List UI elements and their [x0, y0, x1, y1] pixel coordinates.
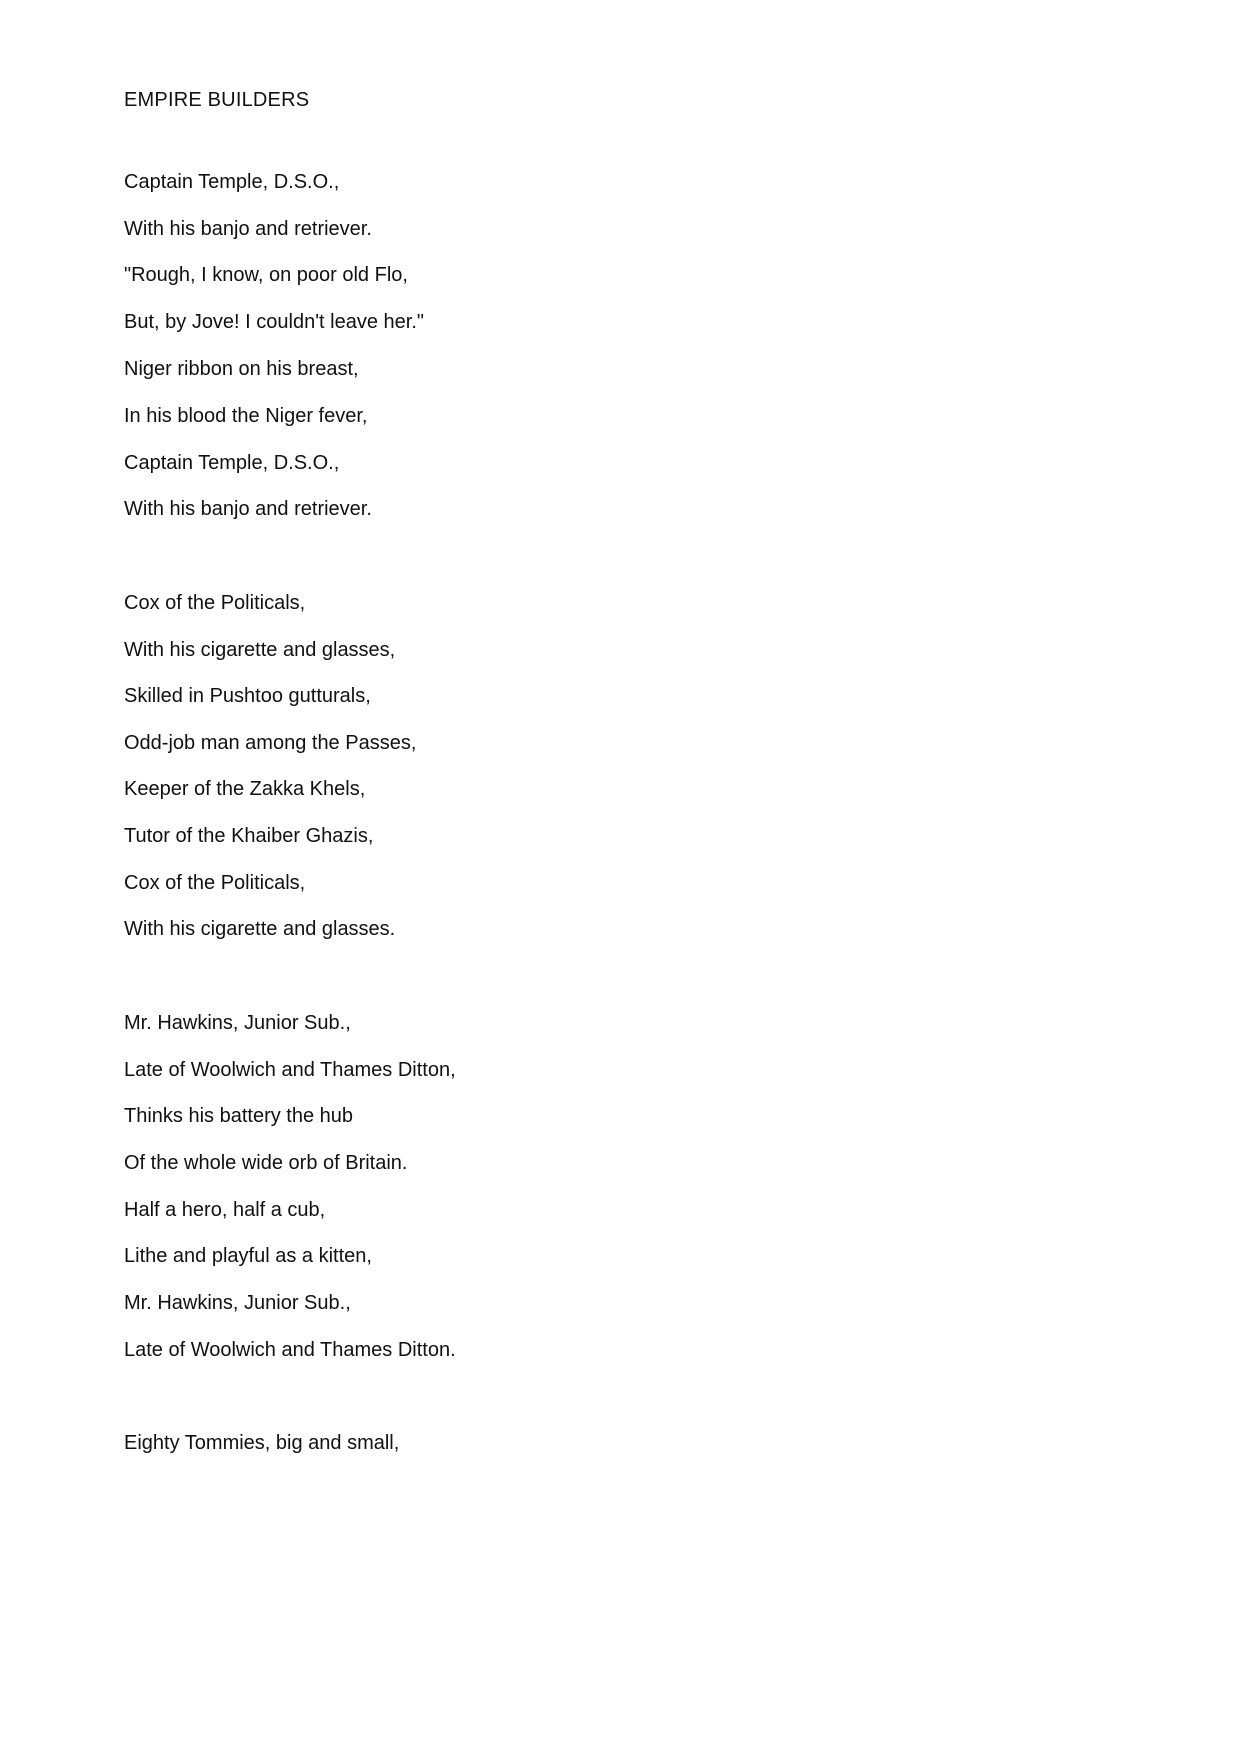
poem-line: Skilled in Pushtoo gutturals,: [124, 685, 371, 707]
poem-line: Eighty Tommies, big and small,: [124, 1432, 400, 1454]
poem-line: Niger ribbon on his breast,: [124, 358, 359, 380]
poem-line: But, by Jove! I couldn't leave her.": [124, 311, 424, 333]
poem-line: With his banjo and retriever.: [124, 498, 372, 520]
poem-line: With his cigarette and glasses,: [124, 639, 396, 661]
poem-line: Of the whole wide orb of Britain.: [124, 1152, 408, 1174]
poem-line: "Rough, I know, on poor old Flo,: [124, 264, 408, 286]
poem-line: Late of Woolwich and Thames Ditton,: [124, 1059, 456, 1081]
poem-line: With his cigarette and glasses.: [124, 918, 396, 940]
poem-title: EMPIRE BUILDERS: [124, 89, 310, 111]
poem-line: Keeper of the Zakka Khels,: [124, 778, 366, 800]
poem-line: Captain Temple, D.S.O.,: [124, 171, 340, 193]
poem-line: Captain Temple, D.S.O.,: [124, 452, 340, 474]
poem-line: Mr. Hawkins, Junior Sub.,: [124, 1012, 351, 1034]
poem-line: Odd-job man among the Passes,: [124, 732, 417, 754]
poem-line: Half a hero, half a cub,: [124, 1199, 326, 1221]
poem-line: Lithe and playful as a kitten,: [124, 1245, 372, 1267]
poem-line: Tutor of the Khaiber Ghazis,: [124, 825, 374, 847]
poem-line: In his blood the Niger fever,: [124, 405, 368, 427]
poem-line: With his banjo and retriever.: [124, 218, 372, 240]
poem-line: Thinks his battery the hub: [124, 1105, 354, 1127]
poem-line: Mr. Hawkins, Junior Sub.,: [124, 1292, 351, 1314]
poem-line: Cox of the Politicals,: [124, 872, 306, 894]
poem-line: Cox of the Politicals,: [124, 592, 306, 614]
poem-line: Late of Woolwich and Thames Ditton.: [124, 1339, 456, 1361]
